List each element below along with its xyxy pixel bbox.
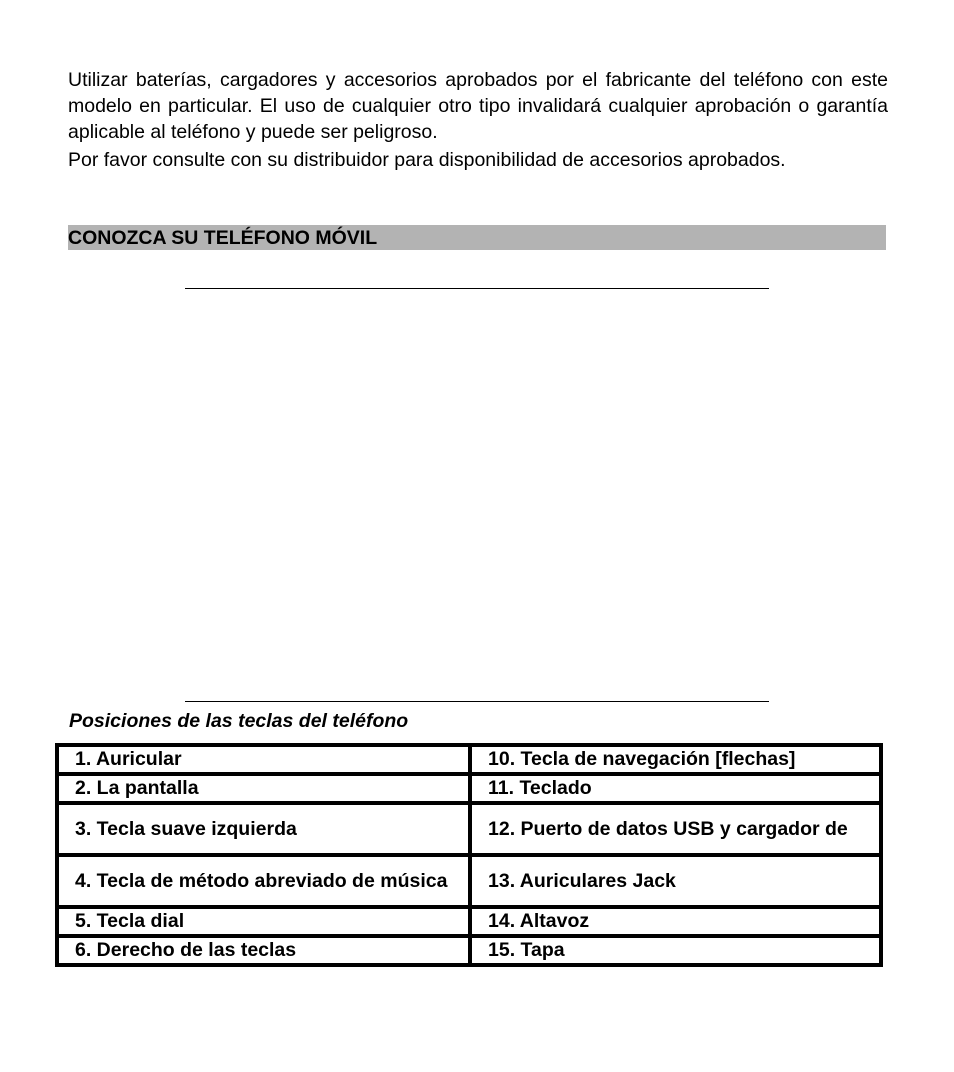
table-cell: 15. Tapa — [470, 936, 881, 965]
table-cell: 14. Altavoz — [470, 907, 881, 936]
warning-paragraph: Utilizar baterías, cargadores y accesorios aprobados por el fabricante del teléfono con este modelo en particular. El uso de cualquier otro tipo invalidará cualquier aprobación o garantía aplicable al teléfono y puede ser peligroso. — [68, 69, 888, 143]
table-cell: 2. La pantalla — [57, 774, 470, 803]
table-cell: 6. Derecho de las teclas — [57, 936, 470, 965]
table-cell: 12. Puerto de datos USB y cargador de — [470, 803, 881, 855]
table-row — [57, 907, 881, 936]
table-cell: 13. Auriculares Jack — [470, 855, 881, 907]
table-cell: 5. Tecla dial — [57, 907, 470, 936]
table-cell: 10. Tecla de navegación [flechas] — [470, 745, 881, 774]
table-row — [57, 855, 881, 907]
table-row — [57, 936, 881, 965]
table-row — [57, 774, 881, 803]
table-row — [57, 745, 881, 774]
table-cell: 3. Tecla suave izquierda — [57, 803, 470, 855]
table-row — [57, 803, 881, 855]
figure-bottom-rule — [185, 701, 769, 702]
table-caption: Posiciones de las teclas del teléfono — [69, 710, 409, 732]
figure-top-rule — [185, 288, 769, 289]
section-heading: CONOZCA SU TELÉFONO MÓVIL — [68, 225, 886, 250]
key-positions-table — [55, 743, 883, 967]
table-cell: 11. Teclado — [470, 774, 881, 803]
table-cell: 4. Tecla de método abreviado de música — [57, 855, 470, 907]
distributor-paragraph: Por favor consulte con su distribuidor para disponibilidad de accesorios aprobados. — [68, 149, 786, 171]
table-cell: 1. Auricular — [57, 745, 470, 774]
